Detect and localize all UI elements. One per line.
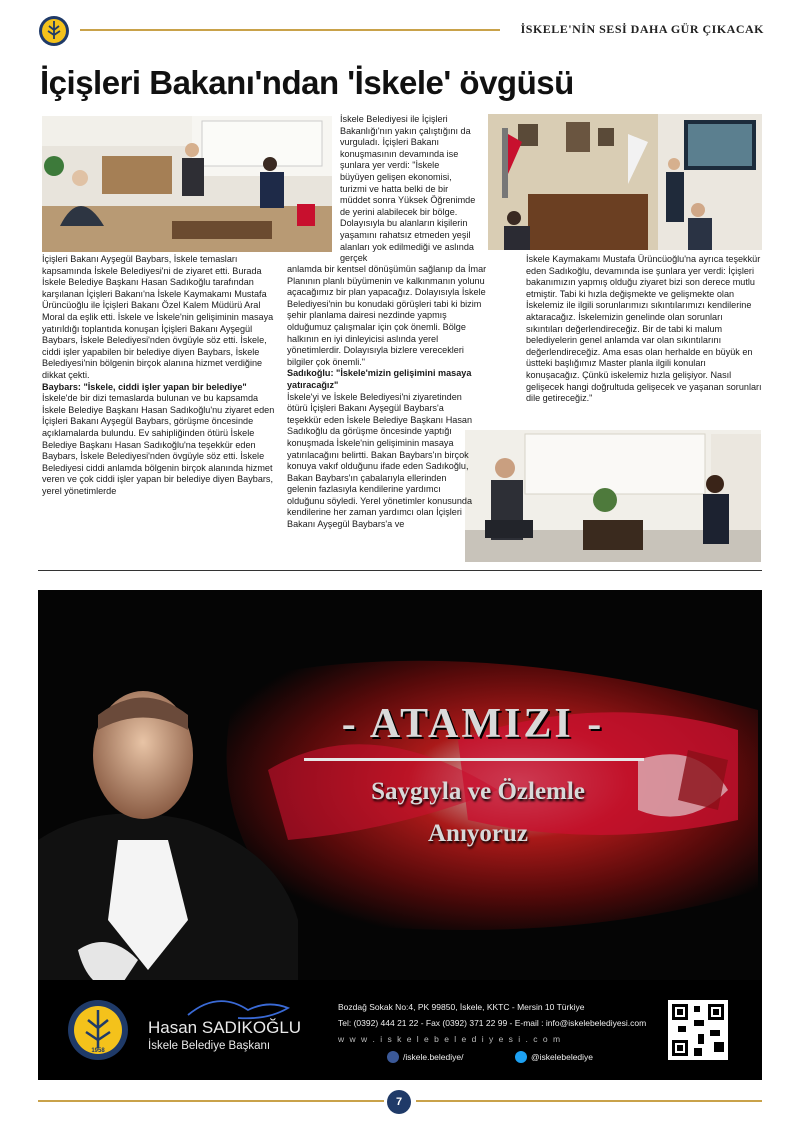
photo-mayor-and-minister	[465, 430, 761, 562]
header-rule	[80, 29, 500, 31]
photo-meeting-office	[42, 116, 332, 252]
article-column-2-top	[340, 114, 476, 265]
municipality-logo	[38, 12, 70, 50]
banner-line-saygiyla: Saygıyla ve Özlemle	[371, 778, 585, 805]
facebook-handle[interactable]: /iskele.belediye/	[403, 1052, 464, 1062]
twitter-handle[interactable]: @iskelebelediye	[531, 1052, 594, 1062]
footer-rule-right	[416, 1100, 762, 1102]
sadikoglu-subheading: Sadıkoğlu: "İskele'mizin gelişimini masaya yatıracağız"	[287, 368, 472, 390]
footer-rule-left	[38, 1100, 384, 1102]
mayor-name: Hasan SADIKOĞLU	[148, 1018, 302, 1037]
banner-headline: - ATAMIZI -	[341, 701, 605, 747]
baybars-paragraph: İskele'de bir dizi temaslarda bulunan ve bu kapsamda İskele Belediye Başkanı Hasan Sadıkoğlu'nu ziyaret eden İçişleri Bakanı Ayşegül Baybars, görüşme öncesinde açıklamalarda bulundu. Ev sahipliğinden ötürü İskele Belediye Başkanı Hasan Sadıkoğlu'na teşekkür eden Baybars, İskele Belediyesi'nden övgüyle söz etti. İskele Belediyesi ciddi anlamda bölgenin birçok alanında hizmet veren ve çok ciddi işler yapan bir belediye diyen Baybars, yerel yönetimlerde	[42, 393, 275, 496]
logo-year: 1958	[91, 1048, 105, 1054]
article-column-2	[287, 264, 487, 531]
headline-rule	[304, 758, 644, 761]
minister-quote-start: İskele Belediyesi ile İçişleri Bakanlığı'nın yakın çalıştığını da vurguladı. İçişleri Bakanı konuşmasının devamında ise şunlara yer verdi: "İskele büyüyen gelişen ekonomisi, turizmi ve hatta belki de bir müddet sonra Yüksek Öğrenimde de yerini alabilecek bir bölge. Dolayısıyla bu alanların kişilerin yaşamını rahatsız etmeden yeşil alanları yok edilmediği ve aslında gerçek	[340, 114, 476, 264]
sadikoglu-quote-paragraph: İskele Kaymakamı Mustafa Ürüncüoğlu'na ayrıca teşekkür eden Sadıkoğlu, devamında ise şunlara yer verdi: İçişleri bakanımızın yapmış olduğu ziyaret bizi son derece mutlu etmiştir. Tabi ki hızla değişmekte ve gelişmekte olan İskelemiz ile ilgili sorunlarımızı sıkıntılarımızı kendilerine aktaracağız. İskelemizin genelinde olan sorunları sıkıntıları değerlendireceğiz. Bir de tabi ki malum belediyelerin genel anlamda var olan sıkıntılarını değerlendireceğiz. Ama esas olan herhalde en büyük en üstteki başlığımız Master planla ilgili konuları konuşacağız. Çünkü iskelemiz hızla gelişiyor. Nasıl gelişecek hangi doğrultuda gelişecek ve yaşanan sorunları dile getireceğiz."	[526, 254, 762, 404]
article-column-1	[42, 254, 282, 497]
page-number: 7	[387, 1090, 411, 1114]
contact-website: w w w . i s k e l e b e l e d i y e s i . c o m	[338, 1034, 562, 1044]
sadikoglu-paragraph: İskele'yi ve İskele Belediyesi'ni ziyaretinden ötürü İçişleri Bakanı Ayşegül Baybars'a teşekkür eden İskele Belediye Başkanı Hasan Sadıkoğlu da görüşme öncesinde yaptığı konuşmada İskele'nin gelişiminin masaya yatırılacağını belirtti. Bakan Baybars'ın birçok konuya vakıf olduğunu ifade eden Sadıkoğlu, Bakan Baybars'ın çabalarıyla ellerinden gelenin fazlasıyla kendilerine yardımcı olduğunu söyledi. Yerel yönetimler konusunda kendilerine her zaman yardımcı olan İçişleri Bakanı Ayşegül Baybars'a ve	[287, 391, 473, 530]
commemoration-banner	[38, 590, 762, 1080]
article-column-3	[526, 254, 762, 405]
baybars-subheading: Baybars: "İskele, ciddi işler yapan bir belediye"	[42, 381, 247, 392]
article-title: İçişleri Bakanı'ndan 'İskele' övgüsü	[40, 64, 574, 101]
article-divider	[38, 570, 762, 571]
contact-phone-email: Tel: (0392) 444 21 22 - Fax (0392) 371 22 99 - E-mail : info@iskelebelediyesi.com	[338, 1018, 647, 1028]
intro-paragraph: İçişleri Bakanı Ayşegül Baybars, İskele temasları kapsamında İskele Belediyesi'ni de ziyaret etti. Burada İskele Belediye Başkanı Hasan Sadıkoğlu tarafından karşılanan İçişleri Bakanı'na İskele Kaymakamı Mustafa Ürüncüoğlu ile İçişleri Bakanı Özel Kalem Müdürü Aral Moral da eşlik etti. İskele ve İskele'nin gelişiminin masaya yatırıldığı toplantıda konuşan İçişleri Bakanı Ayşegül Baybars, İskele Belediyesi'nden övgüyle söz etti. İskele, ciddi işler yapabilen bir belediye diyen Baybars, İskele Belediyesi'nin bölgenin birçok alanına hizmet verdiğine dikkat çekti.	[42, 254, 274, 380]
header-slogan: İSKELE'NİN SESİ DAHA GÜR ÇIKACAK	[520, 22, 764, 36]
contact-address: Bozdağ Sokak No:4, PK 99850, İskele, KKTC - Mersin 10 Türkiye	[338, 1002, 585, 1012]
minister-quote-end: anlamda bir kentsel dönüşümün sağlanıp da İmar Planının planlı büyümenin ve kalkınmanın yolunu açacağımız bir plan yapacağız. Dolayısıyla İskele Belediyesi'nin bu konudaki görüşleri tabi ki bizim şehir planlama dairesi nezdinde yapmış olduğumuz çalışmalar için çok önemli. Bölge halkının en iyi dinleyicisi aslında yerel yönetimlerdir. Dolayısıyla bizlere verecekleri bilgiler çok önemli."	[287, 264, 487, 367]
banner-line-aniyoruz: Anıyoruz	[428, 820, 528, 847]
mayor-title: İskele Belediye Başkanı	[148, 1040, 271, 1052]
photo-minister-office	[488, 114, 762, 250]
